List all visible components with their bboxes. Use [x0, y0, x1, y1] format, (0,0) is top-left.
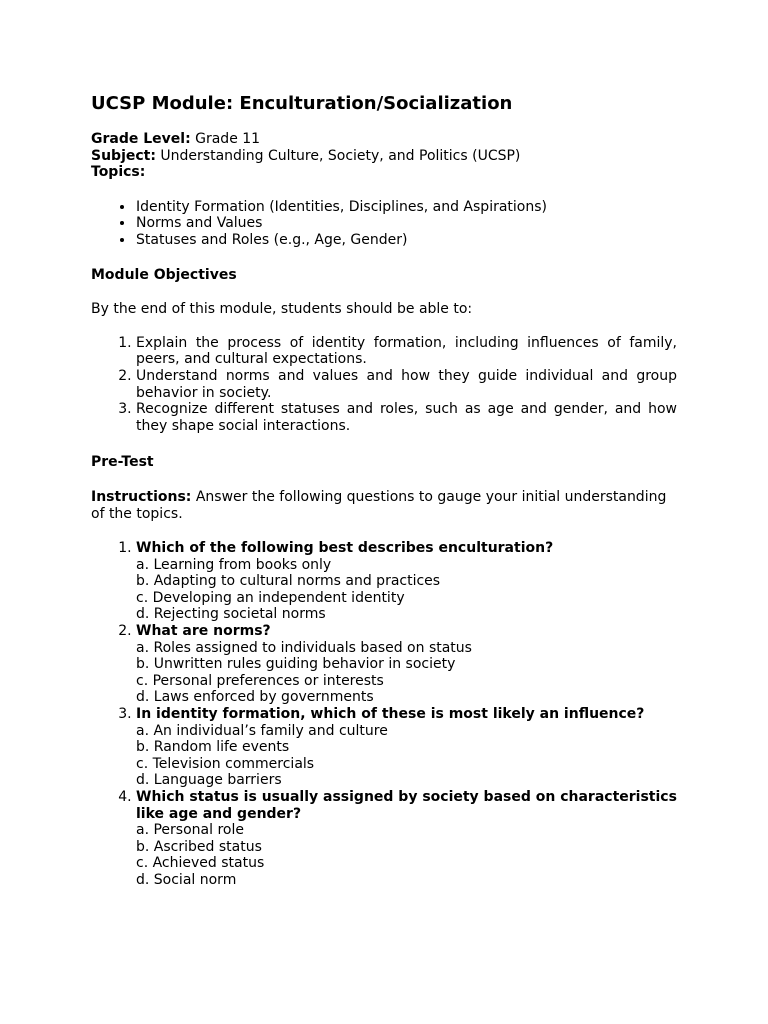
- instructions-label: Instructions:: [91, 488, 192, 505]
- question-item: [136, 623, 677, 706]
- answer-options: [136, 640, 677, 706]
- answer-options: [136, 822, 677, 888]
- question-item: [136, 540, 677, 623]
- answer-options: [136, 723, 677, 789]
- objective-item: 1. Explain the process of identity formation, including influences of family, peers, and cultural expectations.: [136, 335, 677, 368]
- topic-item: • Statuses and Roles (e.g., Age, Gender): [135, 232, 677, 249]
- objective-item: 3. Recognize different statuses and roles, such as age and gender, and how they shape social interactions.: [136, 401, 677, 434]
- question-text: 3. In identity formation, which of these is most likely an influence?: [136, 706, 645, 723]
- answer-options: [136, 557, 677, 623]
- question-item: [136, 789, 677, 889]
- answer-option: a. Personal role: [136, 822, 244, 839]
- answer-option: d. Social norm: [136, 871, 237, 888]
- grade-level-value: Grade 11: [195, 131, 261, 147]
- answer-option: b. Adapting to cultural norms and practices: [136, 573, 441, 590]
- answer-option: c. Achieved status: [136, 855, 265, 872]
- topics-line: [91, 164, 677, 181]
- instructions-text: Answer the following questions to gauge your initial understanding of the topics.: [91, 488, 667, 522]
- topic-item: • Identity Formation (Identities, Disciplines, and Aspirations): [135, 199, 677, 216]
- document-content: [91, 93, 677, 889]
- question-text: 2. What are norms?: [136, 623, 271, 640]
- answer-option: a. Learning from books only: [136, 556, 332, 573]
- question-text: 4. Which status is usually assigned by society based on characteristics like age and gender?: [136, 789, 677, 822]
- module-meta: [91, 131, 677, 181]
- answer-option: c. Television commercials: [136, 755, 315, 772]
- answer-option: d. Laws enforced by governments: [136, 689, 374, 706]
- pretest-questions: [91, 540, 677, 888]
- pretest-heading: Pre-Test: [91, 454, 154, 471]
- answer-option: b. Unwritten rules guiding behavior in society: [136, 656, 456, 673]
- subject-value: Understanding Culture, Society, and Politics (UCSP): [160, 147, 521, 164]
- question-text: 1. Which of the following best describes enculturation?: [136, 540, 554, 557]
- answer-option: d. Language barriers: [136, 772, 282, 789]
- pretest-instructions: [91, 489, 677, 522]
- answer-option: b. Random life events: [136, 739, 290, 756]
- objectives-intro: By the end of this module, students should be able to:: [91, 301, 473, 318]
- grade-level-label: Grade Level:: [91, 131, 191, 147]
- subject-label: Subject:: [91, 147, 156, 164]
- objective-item: 2. Understand norms and values and how they guide individual and group behavior in society.: [136, 368, 677, 401]
- answer-option: c. Personal preferences or interests: [136, 672, 384, 689]
- topics-list: [91, 199, 677, 249]
- subject-line: [91, 148, 677, 165]
- grade-level-line: [91, 131, 677, 148]
- answer-option: c. Developing an independent identity: [136, 589, 405, 606]
- answer-option: a. Roles assigned to individuals based on status: [136, 639, 472, 656]
- objectives-heading: Module Objectives: [91, 266, 237, 283]
- answer-option: d. Rejecting societal norms: [136, 606, 326, 623]
- document-title: UCSP Module: Enculturation/Socialization: [91, 93, 513, 114]
- answer-option: a. An individual’s family and culture: [136, 722, 388, 739]
- topics-label: Topics:: [91, 164, 146, 181]
- answer-option: b. Ascribed status: [136, 838, 262, 855]
- objectives-list: [91, 335, 677, 435]
- topic-item: • Norms and Values: [135, 215, 677, 232]
- question-item: [136, 706, 677, 789]
